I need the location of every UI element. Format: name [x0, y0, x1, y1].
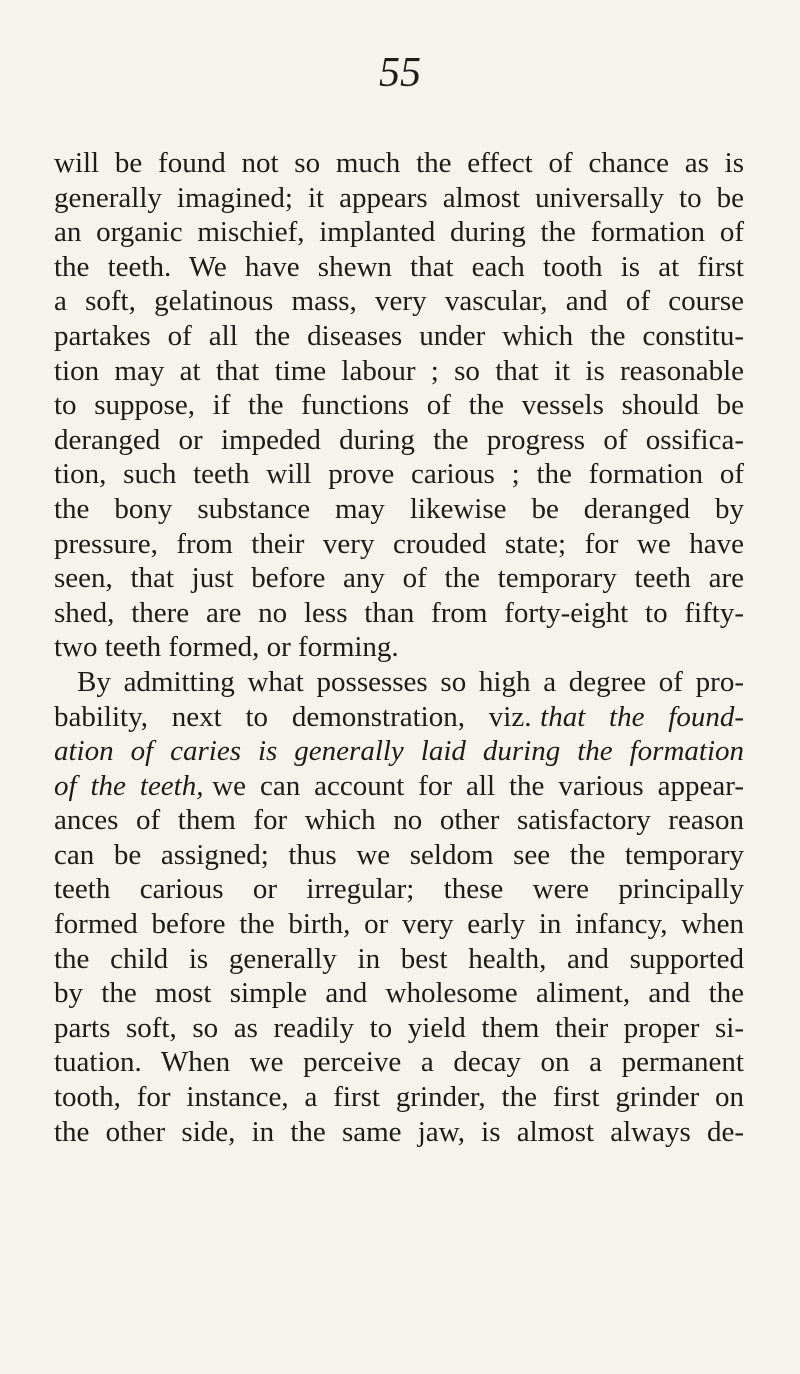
- text-line: the other side, in the same jaw, is almost always de-: [54, 1115, 744, 1148]
- text-line: to suppose, if the functions of the vessels should be: [54, 389, 744, 422]
- italic-phrase: that the found-: [540, 700, 744, 733]
- text-line: tuation. When we perceive a decay on a permanent: [54, 1046, 744, 1079]
- paragraph-2: [54, 665, 744, 1149]
- text-segment: we can account for all the various appear-: [212, 769, 745, 802]
- text-line: parts soft, so as readily to yield them their proper si-: [54, 1011, 744, 1044]
- text-line: the teeth. We have shewn that each tooth is at first: [54, 250, 744, 283]
- text-line: ances of them for which no other satisfactory reason: [54, 804, 744, 837]
- text-line: teeth carious or irregular; these were principally: [54, 873, 744, 906]
- text-line: pressure, from their very crouded state; for we have: [54, 527, 744, 560]
- text-line: the bony substance may likewise be deranged by: [54, 492, 744, 525]
- text-line: By admitting what possesses so high a degree of pro-: [77, 665, 744, 698]
- text-line: partakes of all the diseases under which the constitu-: [54, 319, 744, 352]
- text-line: tion may at that time labour ; so that it is reasonable: [54, 354, 744, 387]
- text-line: [54, 700, 744, 735]
- text-line: deranged or impeded during the progress of ossifica-: [54, 423, 744, 456]
- italic-text-segment: [54, 770, 204, 802]
- italic-phrase: of the teeth,: [54, 769, 204, 802]
- text-line: the child is generally in best health, and supported: [54, 942, 744, 975]
- paragraph-1: [54, 146, 744, 665]
- italic-text-segment: [540, 701, 744, 733]
- text-line: seen, that just before any of the temporary teeth are: [54, 562, 744, 595]
- text-line: generally imagined; it appears almost universally to be: [54, 181, 744, 214]
- text-line: tion, such teeth will prove carious ; the formation of: [54, 458, 744, 491]
- text-line: tooth, for instance, a first grinder, the first grinder on: [54, 1081, 744, 1114]
- text-line: an organic mischief, implanted during the formation of: [54, 216, 744, 249]
- italic-phrase: ation of caries is generally laid during the formation: [54, 735, 744, 768]
- text-line: formed before the birth, or very early in infancy, when: [54, 908, 744, 941]
- text-line: two teeth formed, or forming.: [54, 631, 399, 664]
- page-number: 55: [379, 50, 421, 96]
- text-line: by the most simple and wholesome aliment, and the: [54, 977, 744, 1010]
- text-line: a soft, gelatinous mass, very vascular, and of course: [54, 285, 744, 318]
- text-line: can be assigned; thus we seldom see the temporary: [54, 838, 744, 871]
- text-segment: bability, next to demonstration, viz.: [54, 700, 532, 733]
- text-line: [54, 734, 744, 769]
- text-line: shed, there are no less than from forty-eight to fifty-: [54, 596, 744, 629]
- text-line: will be found not so much the effect of chance as is: [54, 147, 744, 179]
- text-line: [54, 769, 744, 804]
- body-text: [54, 146, 744, 1149]
